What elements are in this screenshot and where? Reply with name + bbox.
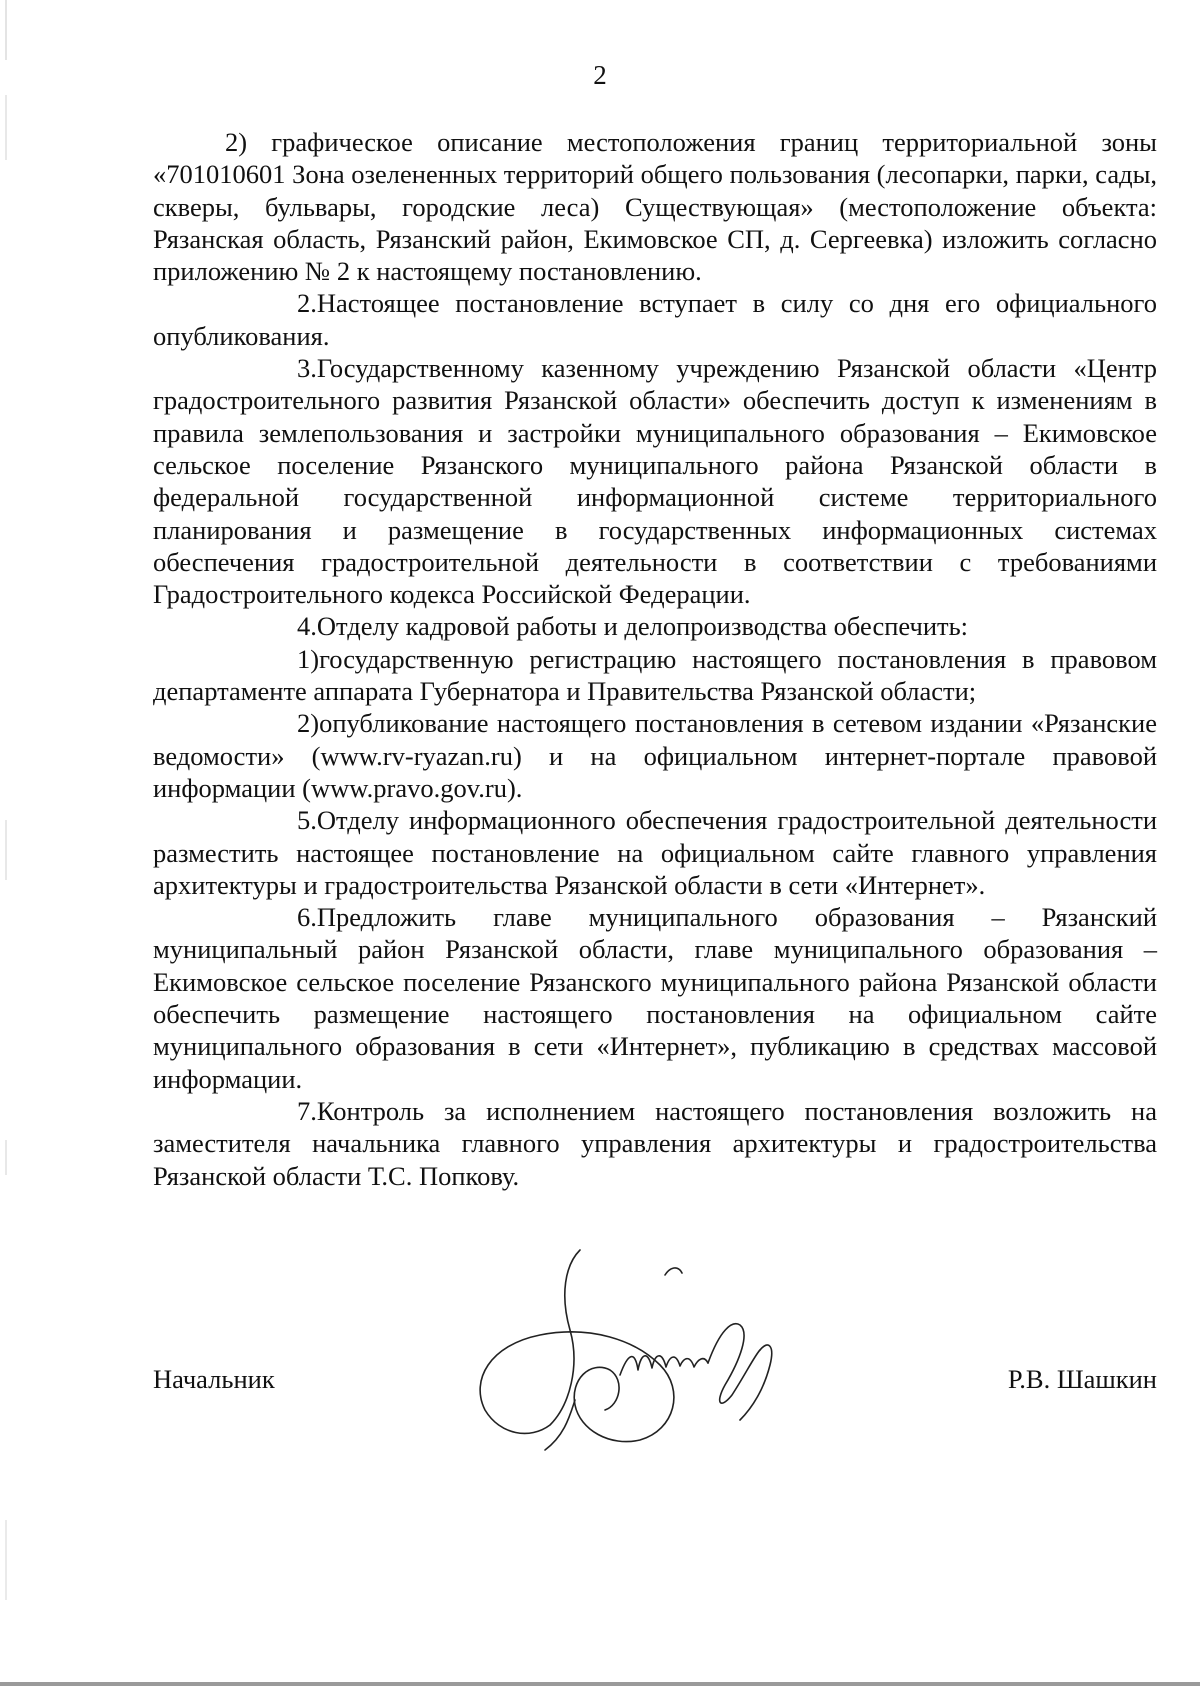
item-number: 7. — [297, 1095, 317, 1126]
paragraph-item-2 — [153, 287, 1157, 352]
paragraph-subitem-2 — [153, 707, 1157, 804]
document-body — [153, 126, 1157, 1192]
signatory-name: Р.В. Шашкин — [1007, 1364, 1157, 1394]
scan-margin-marks — [0, 0, 14, 1697]
paragraph-text: государственную регистрацию настоящего постановления в правовом департаменте аппарата Губернатора и Правительства Рязанской области; — [153, 643, 1157, 707]
scan-bottom-edge — [0, 1682, 1200, 1686]
handwritten-signature — [470, 1235, 790, 1465]
item-number: 5. — [297, 805, 317, 836]
paragraph-text: Предложить главе муниципального образования – Рязанский муниципальный район Рязанской области, главе муниципального образования – Екимовское сельское поселение Рязанского муниципального района Рязанской области обеспечить размещение настоящего постановления на официальном сайте муниципального образования в сети «Интернет», публикацию в средствах массовой информации. — [153, 902, 1157, 1094]
paragraph-text: опубликование настоящего постановления в сетевом издании «Рязанские ведомости» (www.rv-ryazan.ru) и на официальном интернет-портале правовой информации (www.pravo.gov.ru). — [153, 708, 1157, 803]
paragraph-text: Контроль за исполнением настоящего постановления возложить на заместителя начальника главного управления архитектуры и градостроительства Рязанской области Т.С. Попкову. — [153, 1095, 1157, 1191]
paragraph-text: Государственному казенному учреждению Рязанской области «Центр градостроительного развития Рязанской области» обеспечить доступ к изменениям в правила землепользования и застройки муниципального образования – Екимовское сельское поселение Рязанского муниципального района Рязанской области в федеральной государственной информационной системе территориального планирования и размещение в государственных информационных системах обеспечения градостроительной деятельности в соответствии с требованиями Градостроительного кодекса Российской Федерации. — [153, 353, 1157, 610]
signature-block — [153, 1364, 1157, 1404]
item-number: 1) — [297, 643, 320, 674]
paragraph-item-7 — [153, 1095, 1157, 1192]
item-number: 2) — [297, 708, 320, 739]
paragraph-item-4 — [153, 610, 1157, 642]
item-number: 6. — [297, 902, 317, 933]
paragraph-item-6 — [153, 901, 1157, 1095]
paragraph-text: Отделу кадровой работы и делопроизводства обеспечить: — [316, 611, 969, 642]
paragraph-text: 2) графическое описание местоположения границ территориальной зоны «701010601 Зона озелененных территорий общего пользования (лесопарки, парки, сады, скверы, бульвары, городские леса) Существующая» (местоположение объекта: Рязанская область, Рязанский район, Екимовское СП, д. Сергеевка) изложить согласно приложению № 2 к настоящему постановлению. — [153, 127, 1157, 287]
page-number: 2 — [593, 60, 607, 90]
item-number: 4. — [297, 611, 317, 642]
item-number: 2. — [297, 288, 317, 319]
paragraph-text: Настоящее постановление вступает в силу со дня его официального опубликования. — [153, 288, 1157, 351]
paragraph-subitem-1 — [153, 643, 1157, 708]
paragraph-graphic-description — [153, 126, 1157, 287]
paragraph-item-5 — [153, 804, 1157, 901]
paragraph-text: Отделу информационного обеспечения градостроительной деятельности разместить настоящее постановление на официальном сайте главного управления архитектуры и градостроительства Рязанской области в сети «Интернет». — [153, 805, 1157, 900]
item-number: 3. — [297, 353, 317, 384]
paragraph-item-3 — [153, 352, 1157, 610]
signatory-title: Начальник — [153, 1364, 275, 1394]
